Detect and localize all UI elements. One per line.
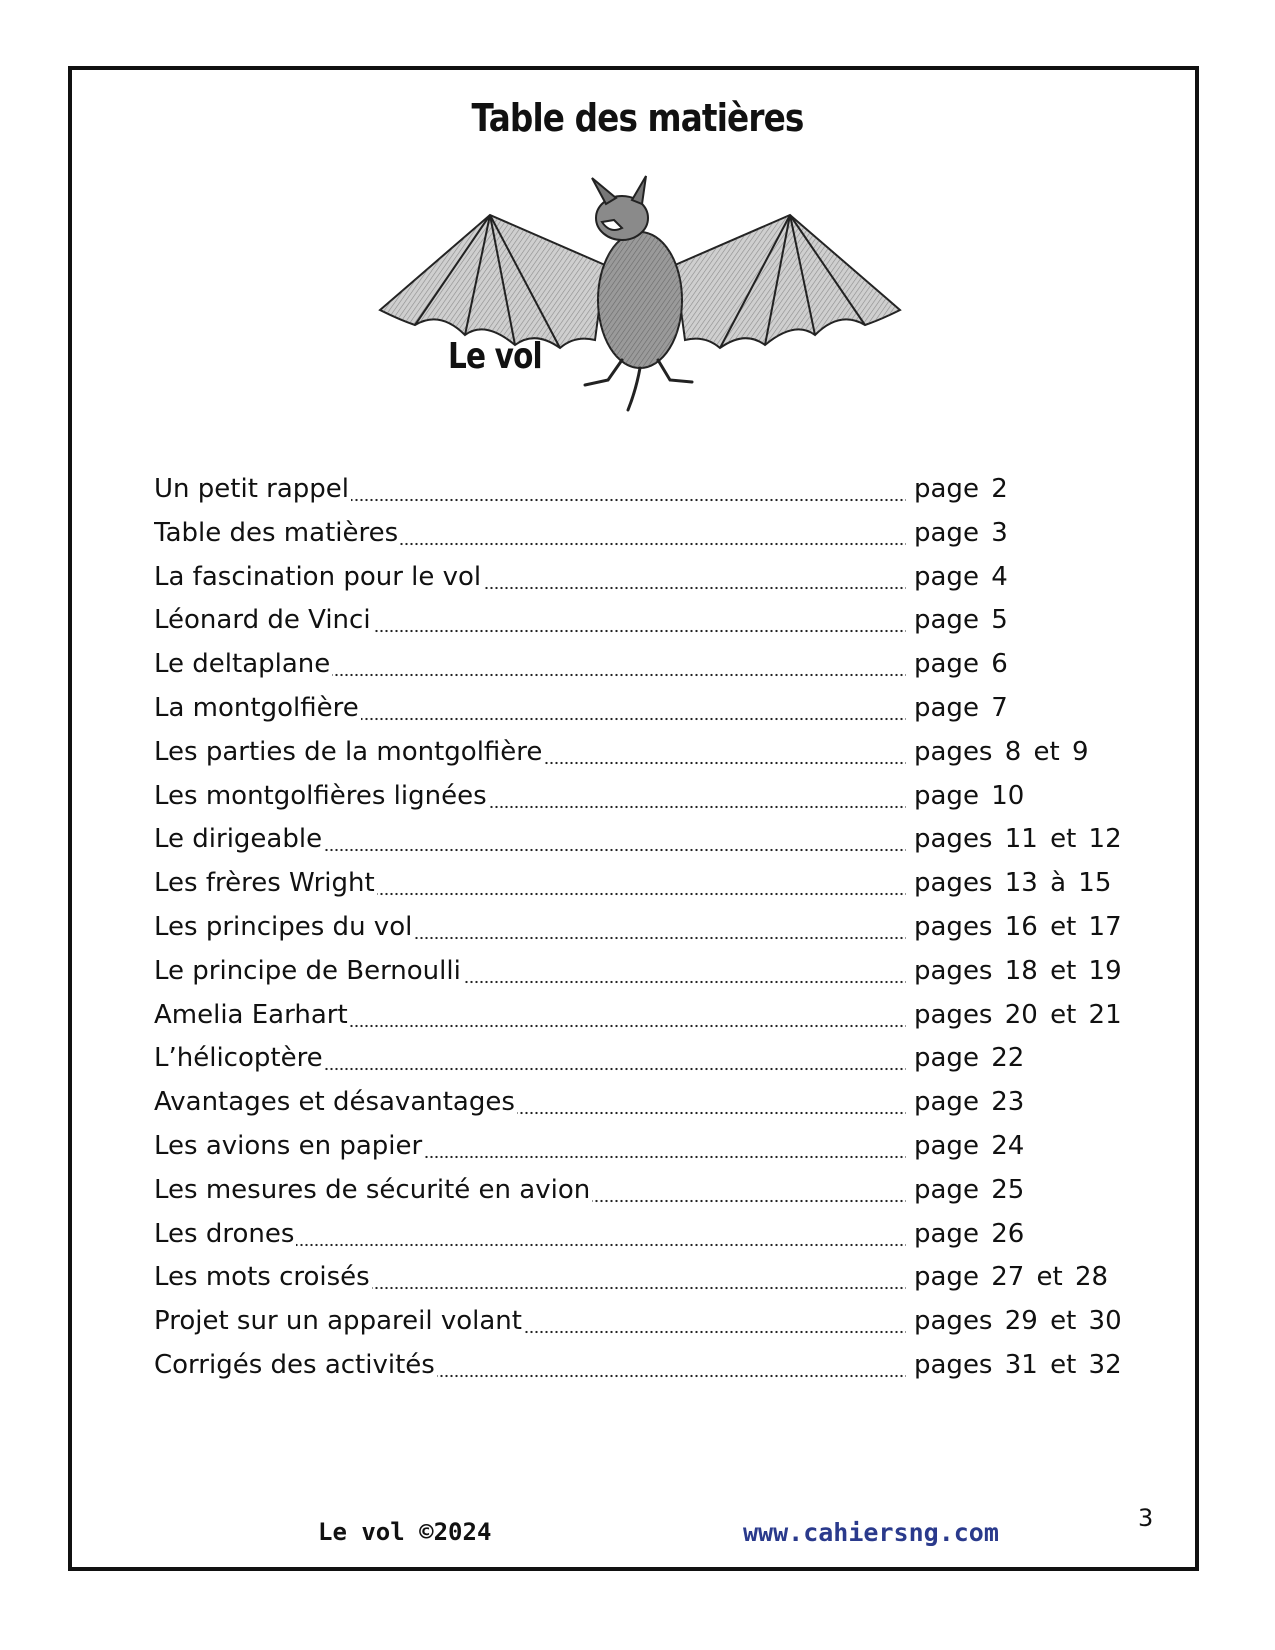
toc-entry[interactable] (154, 1173, 1154, 1217)
toc-entry[interactable] (154, 1129, 1154, 1173)
toc-entry-label: Les principes du vol (154, 911, 413, 942)
toc-entry-label: Corrigés des activités (154, 1349, 435, 1380)
toc-entry-page: page 24 (914, 1130, 1025, 1161)
toc-entry-page: pages 11 et 12 (914, 824, 1122, 855)
toc-entry-page: page 23 (914, 1087, 1025, 1118)
toc-entry-label: Léonard de Vinci (154, 605, 371, 636)
toc-entry-page: page 3 (914, 517, 1008, 548)
bat-icon (370, 170, 910, 420)
toc-entry-page: pages 8 et 9 (914, 736, 1089, 767)
toc-entry-page: page 26 (914, 1218, 1025, 1249)
toc-entry[interactable] (154, 779, 1154, 823)
toc-entry[interactable] (154, 516, 1154, 560)
toc-entry-page: page 25 (914, 1174, 1025, 1205)
toc-entry-page: pages 31 et 32 (914, 1349, 1122, 1380)
toc-entry[interactable] (154, 1085, 1154, 1129)
toc-entry[interactable] (154, 691, 1154, 735)
toc-entry-page: page 5 (914, 605, 1008, 636)
footer-website-link[interactable] (743, 1518, 999, 1547)
footer-copyright: Le vol ©2024 (318, 1518, 492, 1546)
toc-entry[interactable] (154, 954, 1154, 998)
toc-entry-page: pages 18 et 19 (914, 955, 1122, 986)
toc-entry-label: Les avions en papier (154, 1130, 423, 1161)
toc-entry-page: page 27 et 28 (914, 1262, 1109, 1293)
toc-entry[interactable] (154, 603, 1154, 647)
toc-entry-label: Les montgolfières lignées (154, 780, 487, 811)
toc-entry[interactable] (154, 998, 1154, 1042)
toc-entry-label: La fascination pour le vol (154, 561, 482, 592)
toc-entry[interactable] (154, 1217, 1154, 1261)
toc-entry-label: Les drones (154, 1218, 295, 1249)
toc-entry[interactable] (154, 472, 1154, 516)
toc-entry-page: page 6 (914, 649, 1008, 680)
toc-entry-page: page 22 (914, 1043, 1025, 1074)
toc-entry[interactable] (154, 822, 1154, 866)
toc-entry-label: Un petit rappel (154, 474, 349, 504)
footer-url-suffix: .com (938, 1518, 999, 1547)
toc-entry-label: Projet sur un appareil volant (154, 1306, 522, 1337)
toc-entry[interactable] (154, 1304, 1154, 1348)
toc-entry-label: Avantages et désavantages (154, 1087, 515, 1118)
book-subtitle: Le vol (448, 336, 542, 377)
footer-url-prefix: www.cahiers (743, 1518, 909, 1547)
toc-entry-label: L’hélicoptère (154, 1043, 323, 1074)
toc-entry-page: pages 16 et 17 (914, 911, 1122, 942)
toc-entry-page: pages 20 et 21 (914, 999, 1122, 1030)
toc-entry[interactable] (154, 1041, 1154, 1085)
toc-entry[interactable] (154, 1348, 1154, 1392)
toc-entry-page: page 10 (914, 780, 1025, 811)
page-number: 3 (1138, 1504, 1154, 1532)
toc-entry-label: La montgolfière (154, 692, 359, 723)
toc-entry-label: Table des matières (154, 517, 399, 548)
toc-entry[interactable] (154, 910, 1154, 954)
toc-entry-label: Le principe de Bernoulli (154, 955, 461, 986)
toc-entry[interactable] (154, 735, 1154, 779)
page-title: Table des matières (471, 96, 804, 140)
toc-entry-label: Le dirigeable (154, 824, 323, 855)
footer-url-bold: ng (908, 1518, 939, 1547)
toc-entry-label: Les mots croisés (154, 1262, 370, 1293)
toc-entry[interactable] (154, 866, 1154, 910)
toc-entry-page: page 4 (914, 561, 1008, 592)
toc-entry-label: Amelia Earhart (154, 999, 348, 1030)
toc-entry-page: pages 13 à 15 (914, 868, 1112, 899)
toc-entry-page: pages 29 et 30 (914, 1306, 1122, 1337)
toc-entry-label: Les frères Wright (154, 868, 375, 899)
table-of-contents (154, 472, 1154, 1392)
toc-entry[interactable] (154, 560, 1154, 604)
toc-entry[interactable] (154, 647, 1154, 691)
toc-entry[interactable] (154, 1260, 1154, 1304)
toc-entry-page: page 7 (914, 692, 1008, 723)
toc-entry-label: Le deltaplane (154, 649, 331, 680)
toc-entry-label: Les mesures de sécurité en avion (154, 1174, 591, 1205)
toc-entry-page: page 2 (914, 474, 1008, 504)
toc-entry-label: Les parties de la montgolfière (154, 736, 543, 767)
